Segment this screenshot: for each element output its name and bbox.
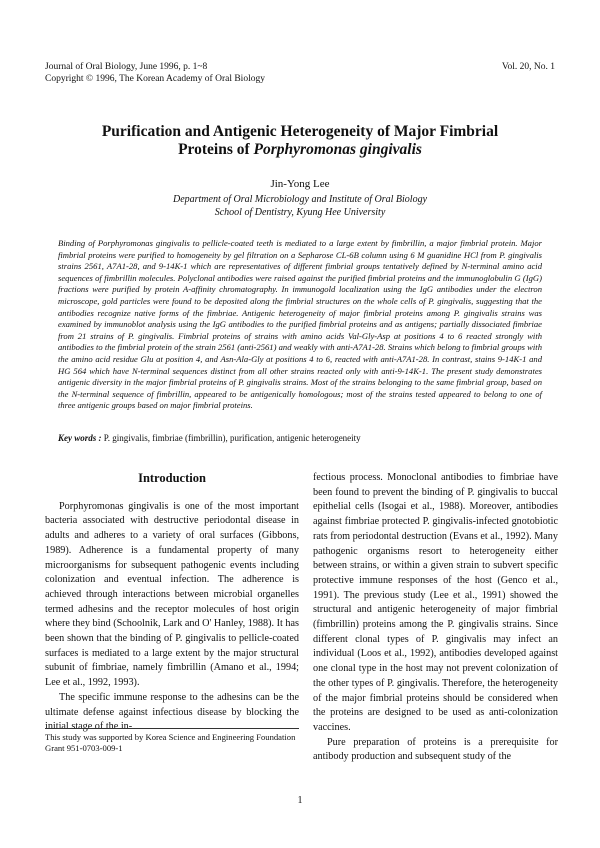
funding-footnote: This study was supported by Korea Science and Engineering Foundation Grant 951-0703-009-1 xyxy=(45,728,299,753)
running-header-left xyxy=(45,61,265,85)
abstract: Binding of Porphyromonas gingivalis to pellicle-coated teeth is mediated to a large extent by fimbrillin, a major fimbrial protein. Major fimbrial proteins were purified to homogeneity by gel filtration on a Sepharose CL-6B column using 6 M guanidine HCl from P. gingivalis strains 2561, A7A1-28, and 9-14K-1 which are representatives of different fimbrial groups tentatively defined by N-terminal amino acid sequences of fimbrillin molecules. Polyclonal antibodies were raised against the purified fimbrial proteins and the immunoglobulin G (IgG) fractions were purified by protein A-affinity chromatography. In immunogold localization using the IgG antibodies under the electron microscope, gold particles were found to be deposited along the fimbrial structures on the whole cells of P. gingivalis, suggesting that the antibodies recognize native forms of the fimbriae. Antigenic heterogeneity of major fimbrial proteins among P. gingivalis strains was examined by immunoblot analysis using the IgG antibodies to the purified fimbrial proteins and as antigens; partially dissociated fimbriae from 21 strains of P. gingivalis. Fimbrial proteins of strains with amino acids Val-Gly-Asp at positions 4 to 6 reacted strongly with antibodies to the fimbrial protein of the strain 2561 (anti-2561) and weakly with anti-A7A1-28. Strains which belong to fimbrial groups with the amino acid residue Glu at position 4, and Asn-Ala-Gly at positions 4 to 6, reacted with anti-A7A1-28. In contrast, stains 9-14K-1 and HG 564 which have N-terminal sequences distinct from all other strains reacted only with anti-9-14K-1. The present study demonstrates antigenic diversity in the major fimbrial proteins of P. gingivalis strains. Most of the strains belonging to the same fimbrial group, based on the N-terminal sequence of fimbrillin, appeared to be antigenically homologous; most of the strains tested appeared to belong to one of three antigenic groups based on major fimbrial proteins. xyxy=(58,238,542,411)
section-heading-introduction: Introduction xyxy=(138,471,206,485)
copyright-line: Copyright © 1996, The Korean Academy of Oral Biology xyxy=(45,74,265,84)
intro-paragraph-4: Pure preparation of proteins is a prerequisite for antibody production and subsequent study of the xyxy=(313,736,558,763)
title-line-2-prefix: Proteins of xyxy=(178,141,254,158)
intro-paragraph-3: fectious process. Monoclonal antibodies to fimbriae have been found to prevent the binding of P. gingivalis to buccal epithelial cells (Isogai et al., 1988). Moreover, antibodies against fimbriae protected P. gingivalis-infected gnotobiotic rats from periodontal destruction (Evans et al., 1992). Many pathogenic organisms resort to heterogeneity either between strains, or within a given strain to subvert specific protective immune responses of the host (Genco et al., 1991). The previous study (Lee et al., 1991) showed the structural and antigenic heterogeneity of major fimbrial (fimbrillin) proteins among the P. gingivalis strains. Since different clonal types of P. gingivalis may infect an individual (Loos et al., 1992), antibodies developed against one clonal type in the host may not prevent colonization of the other types of P. gingivalis. Therefore, the heterogeneity of the major fimbrial proteins should be considered when the proteins are designed to be used as anti-colonization vaccines. xyxy=(313,472,558,733)
affiliation-line-1: Department of Oral Microbiology and Institute of Oral Biology xyxy=(172,194,428,205)
affiliation xyxy=(40,194,560,219)
author-name: Jin-Yong Lee xyxy=(270,178,330,190)
keywords xyxy=(58,433,542,443)
title-line-2 xyxy=(40,141,560,159)
right-column xyxy=(313,471,558,765)
intro-paragraph-1: Porphyromonas gingivalis is one of the most important bacteria associated with destructive periodontal disease in adults and adheres to a variety of oral surfaces (Gibbons, 1989). Adherence is a fundamental property of many microorganisms for subsequent pathogenic events including colonization and eventual infection. The adherence is achieved through interactions between microbial organelles termed adhesins and the receptor molecules of host origin where they bind (Schoolnik, Lark and O' Hanley, 1988). It has been shown that the binding of P. gingivalis to pellicle-coated surfaces is mediated to a large extent by the major structural subunit of fimbriae, namely fimbrillin (Amano et al., 1994; Lee et al., 1992, 1993). xyxy=(45,500,299,689)
volume-label: Vol. 20, No. 1 xyxy=(501,62,555,72)
title-line-1: Purification and Antigenic Heterogeneity of Major Fimbrial xyxy=(101,123,499,140)
journal-citation: Journal of Oral Biology, June 1996, p. 1~8 xyxy=(45,62,208,72)
title-species-name: Porphyromonas gingivalis xyxy=(253,141,422,158)
keywords-text: P. gingivalis, fimbriae (fimbrillin), purification, antigenic heterogeneity xyxy=(101,433,361,443)
page-number: 1 xyxy=(297,795,303,806)
paper-title xyxy=(40,123,560,159)
intro-paragraph-2: The specific immune response to the adhesins can be the ultimate defense against infectious disease by blocking the initial stage of the in- xyxy=(45,691,299,733)
affiliation-line-2: School of Dentistry, Kyung Hee University xyxy=(214,206,386,218)
keywords-label: Key words : xyxy=(58,433,102,443)
left-column xyxy=(45,471,299,735)
